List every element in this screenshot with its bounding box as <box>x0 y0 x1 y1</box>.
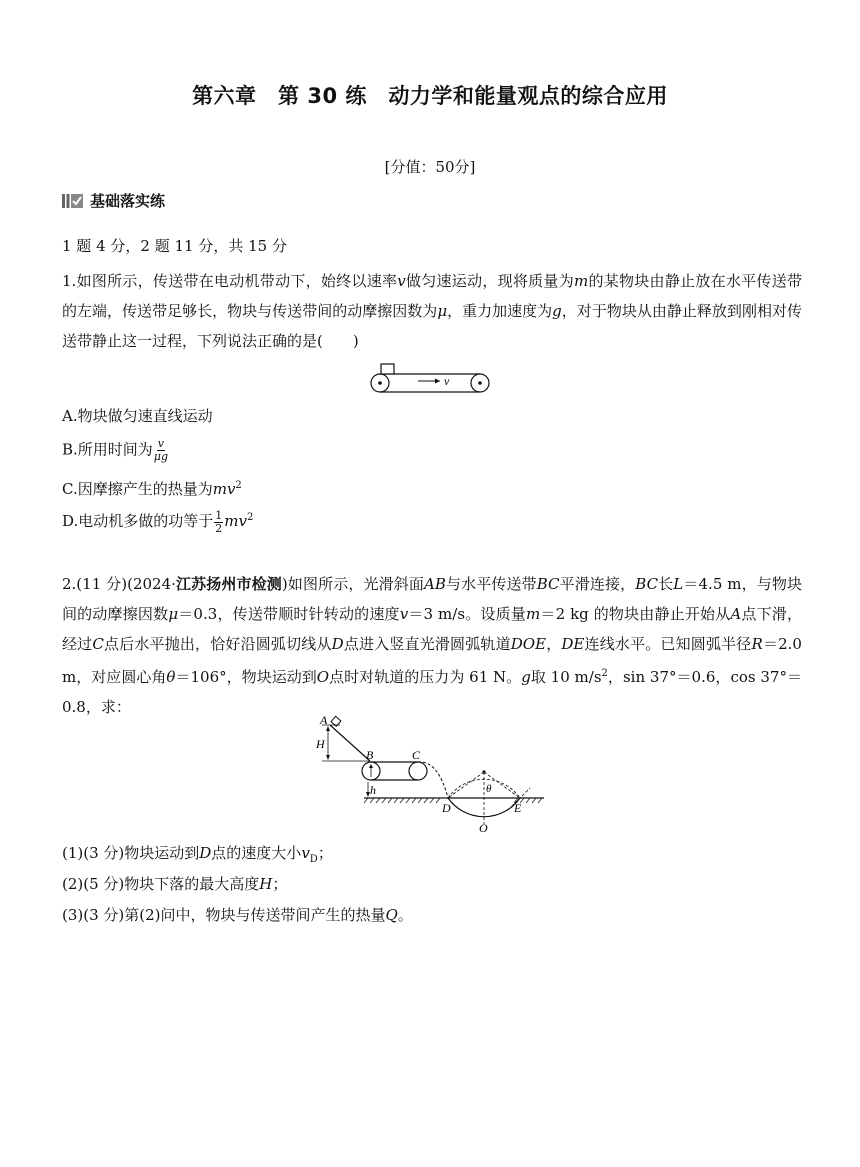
svg-text:O: O <box>479 821 488 834</box>
conveyor-figure <box>368 362 494 394</box>
svg-text:h: h <box>370 783 376 797</box>
svg-text:B: B <box>366 748 374 762</box>
section-label: 基础落实练 <box>90 192 166 210</box>
subquestion-2: (2)(5 分)物块下落的最大高度H； <box>62 875 288 893</box>
subquestion-3: (3)(3 分)第(2)问中，物块与传送带间产生的热量Q。 <box>62 906 413 924</box>
question-1-stem: 1.如图所示，传送带在电动机带动下，始终以速率v做匀速运动，现将质量为m的某物块由静止放在水平传送带的左端，传送带足够长，物块与传送带间的动摩擦因数为μ，重力加速度为g，对于物块从由静止释放到刚相对传送带静止这一过程，下列说法正确的是( ) <box>62 272 802 350</box>
svg-text:C: C <box>412 748 421 762</box>
question-2-stem: 2.(11 分)(2024·江苏扬州市检测)如图所示，光滑斜面AB与水平传送带BC平滑连接，BC长L＝4.5 m，与物块间的动摩擦因数μ＝0.3，传送带顺时针转动的速度v＝3 m/s。设质量m＝2 kg 的物块由静止开始从A点下滑，经过C点后水平抛出，恰好沿圆弧切线从D点进入竖直光滑圆弧轨道DOE，DE连线水平。已知圆弧半径R＝2.0 m，对应圆心角θ＝106°，物块运动到O点时对轨道的压力为 61 N。g取 10 $m/s^2$，sin 37°＝0.6，cos 37°＝0.8，求： <box>62 575 802 716</box>
option-a: A.物块做匀速直线运动 <box>62 407 213 425</box>
svg-text:D: D <box>442 801 451 815</box>
subquestion-1: (1)(3 分)物块运动到D点的速度大小$v_D$； <box>62 844 333 865</box>
question-source: 江苏扬州市检测 <box>175 575 282 593</box>
option-d: D.电动机多做的功等于 $\frac{1}{2}$ $mv^2$ <box>62 508 254 535</box>
score-value: [分值：50分] <box>384 158 476 176</box>
conveyor-speed-label: v <box>444 374 450 388</box>
svg-text:A: A <box>320 713 328 727</box>
svg-text:H: H <box>316 737 325 751</box>
scoring-note: 1 题 4 分，2 题 11 分，共 15 分 <box>62 237 287 255</box>
option-c: C.因摩擦产生的热量为$mv^2$ <box>62 480 242 498</box>
option-b: B.所用时间为 $\frac{v}{\mu g}$ <box>62 437 168 463</box>
checklist-icon <box>62 193 84 209</box>
page-title: 第六章 第 30 练 动力学和能量观点的综合应用 <box>192 84 668 108</box>
svg-text:θ: θ <box>486 783 492 795</box>
svg-text:E: E <box>514 801 522 815</box>
section-header <box>62 190 165 211</box>
incline-conveyor-arc-figure <box>308 712 558 834</box>
